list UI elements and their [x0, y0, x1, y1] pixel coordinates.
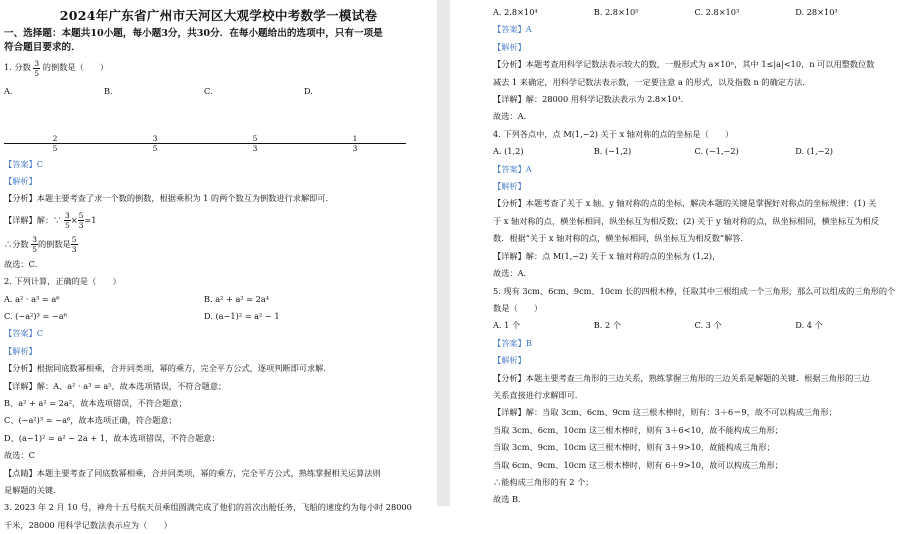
solution-line: 【详解】解：A、a² · a³ = a⁵，故本选项错误，不符合题意； — [4, 380, 227, 391]
question-3-stem: 3. 2023 年 2 月 10 号，神舟十五号航天员乘组圆满完成了他们的首次出舱任务，飞船的速度约为每小时 28000 — [4, 502, 412, 513]
conclusion-line: ∴分数 $\frac{3}{5}$ 的倒数是 $\frac{5}{3}$ — [4, 235, 77, 255]
section-heading: 一、选择题：本题共10小题，每小题3分，共30分．在每小题给出的选项中，只有一项是 符合题目要求的． — [4, 28, 383, 53]
question-3-stem: 千米，28000 用科学记数法表示应为（ ） — [4, 519, 172, 530]
analysis-text: 【分析】本题主要考查三角形的三边关系，熟练掌握三角形的三边关系是解题的关键．根据三角形的三边 — [493, 372, 870, 383]
option-c: C. $\frac{5}{3}$ — [204, 78, 304, 156]
option-d: D. (a−1)² = a² − 1 — [204, 310, 280, 321]
option-a: A. $\frac{2}{5}$ — [4, 78, 104, 156]
question-1-options — [4, 78, 433, 156]
choose-line: 故选：A． — [493, 268, 532, 279]
analysis-text: 【分析】本题考查了关于 x 轴、y 轴对称的点的坐标，解决本题的关键是掌握好对称点的坐标规律：(1) 关 — [493, 198, 877, 209]
solution-line: 【详解】解：当取 3cm、6cm、9cm 这三根木棒时，则有：3＋6＝9，故不可以构成三角形； — [493, 407, 837, 418]
question-4-options — [493, 143, 896, 160]
document-page-right — [450, 0, 900, 506]
answer-label: 【答案】A — [493, 163, 532, 174]
solution-line: 当取 6cm、9cm、10cm 这三根木棒时，则有 6＋9>10，故可以构成三角形； — [493, 459, 783, 470]
analysis-label: 【解析】 — [493, 355, 526, 366]
choose-line: 故选：C — [4, 450, 35, 461]
solution-line: 当取 3cm、6cm、10cm 这三根木棒时，则有 3＋6<10，故不能构成三角形； — [493, 424, 783, 435]
solution-line: B、a² + a² = 2a²，故本选项错误，不符合题意； — [4, 397, 187, 408]
analysis-text: 数．根据“关于 x 轴对称的点，横坐标相同，纵坐标互为相反数”解答． — [493, 233, 749, 244]
option-d: D. (1,−2) — [795, 146, 833, 157]
solution-line: 当取 3cm、9cm、10cm 这三根木棒时，则有 3＋9>10，故能构成三角形； — [493, 442, 775, 453]
option-b: B. a² + a² = 2a⁴ — [204, 293, 270, 304]
answer-label: 【答案】A — [493, 24, 532, 35]
solution-line: ∴能构成三角形的有 2 个； — [493, 476, 594, 487]
answer-label: 【答案】B — [493, 337, 532, 348]
question-5-stem: 数是（ ） — [493, 302, 543, 313]
question-2-options-row2 — [4, 308, 433, 325]
solution-line: D、(a−1)² = a² − 2a + 1，故本选项错误，不符合题意； — [4, 432, 220, 443]
option-c: C. (−a²)³ = −a⁶ — [4, 310, 67, 321]
analysis-text: 【分析】本题考查用科学记数法表示较大的数，一般形式为 a×10ⁿ，其中 1≤|a|<10，n 可以用整数位数 — [493, 59, 875, 70]
page-gutter — [437, 0, 450, 506]
analysis-text: 关系直接进行求解即可． — [493, 389, 584, 400]
fraction: $\frac{3}{5}$ — [34, 58, 40, 78]
option-c: C. 3 个 — [694, 320, 722, 331]
solution-line: 【详解】解：∵ $\frac{3}{5}$ × $\frac{5}{3}$ =1 — [4, 211, 97, 231]
option-d: D. 28×10³ — [795, 7, 838, 17]
option-a: A. 2.8×10⁴ — [493, 7, 538, 17]
analysis-label: 【解析】 — [4, 175, 37, 186]
option-b: B. $\frac{3}{5}$ — [104, 78, 204, 156]
option-d: D. 4 个 — [795, 320, 823, 331]
page-title: 2024年广东省广州市天河区大观学校中考数学一模试卷 — [59, 8, 378, 23]
remark-text: 【点睛】本题主要考查了同底数幂相乘，合并同类项，幂的乘方，完全平方公式，熟练掌握相关运算法则 — [4, 467, 381, 478]
analysis-text: 【分析】本题主要考查了求一个数的倒数，根据乘积为 1 的两个数互为倒数进行求解即可． — [4, 193, 334, 204]
document-page-left — [0, 0, 437, 530]
analysis-label: 【解析】 — [493, 41, 526, 52]
question-5-options — [493, 317, 896, 334]
option-d: D. $\frac{1}{3}$ — [304, 78, 404, 156]
question-5-stem: 5. 现有 3cm、6cm、9cm、10cm 长的四根木棒，任取其中三根组成一个三角形，那么可以组成的三角形的个 — [493, 285, 896, 296]
question-4-stem: 4. 下列各点中，点 M(1,−2) 关于 x 轴对称的点的坐标是（ ） — [493, 128, 734, 139]
question-1-stem: 1. 分数 $\frac{3}{5}$ 的倒数是（ ） — [4, 58, 109, 78]
question-2-stem: 2. 下列计算，正确的是（ ） — [4, 276, 121, 287]
analysis-label: 【解析】 — [4, 345, 37, 356]
choose-line: 故选：C． — [4, 258, 44, 269]
solution-line: C、(−a²)³ = −a⁶，故本选项正确，符合题意； — [4, 415, 177, 426]
analysis-label: 【解析】 — [493, 181, 526, 192]
analysis-text: 于 x 轴对称的点，横坐标相同，纵坐标互为相反数；(2) 关于 y 轴对称的点，纵坐标相同，横坐标互为相反 — [493, 215, 879, 226]
answer-label: 【答案】C — [4, 328, 44, 339]
option-a: A. a² · a³ = a⁶ — [4, 293, 60, 304]
question-3-options — [493, 4, 896, 21]
option-b: B. 2 个 — [593, 320, 621, 331]
option-c: C. 2.8×10³ — [694, 7, 740, 17]
option-b: B. (−1,2) — [593, 146, 632, 157]
analysis-text: 减去 1 来确定，用科学记数法表示数，一定要注意 a 的形式，以及指数 n 的确定方法． — [493, 76, 811, 87]
option-a: A. (1,2) — [493, 146, 524, 157]
solution-line: 【详解】解：28000 用科学记数法表示为 2.8×10⁴． — [493, 94, 689, 105]
option-a: A. 1 个 — [493, 320, 521, 331]
option-c: C. (−1,−2) — [694, 146, 739, 157]
solution-line: 【详解】解：点 M(1,−2) 关于 x 轴对称的点的坐标为 (1,2)， — [493, 250, 721, 261]
choose-line: 故选 B． — [493, 494, 527, 505]
choose-line: 故选：A． — [493, 111, 532, 122]
question-2-options-row1 — [4, 291, 433, 308]
remark-text: 是解题的关键． — [4, 485, 62, 495]
analysis-text: 【分析】根据同底数幂相乘，合并同类项，幂的乘方，完全平方公式，逐项判断即可求解． — [4, 363, 332, 374]
answer-label: 【答案】C — [4, 158, 44, 169]
option-b: B. 2.8×10⁵ — [593, 7, 639, 17]
